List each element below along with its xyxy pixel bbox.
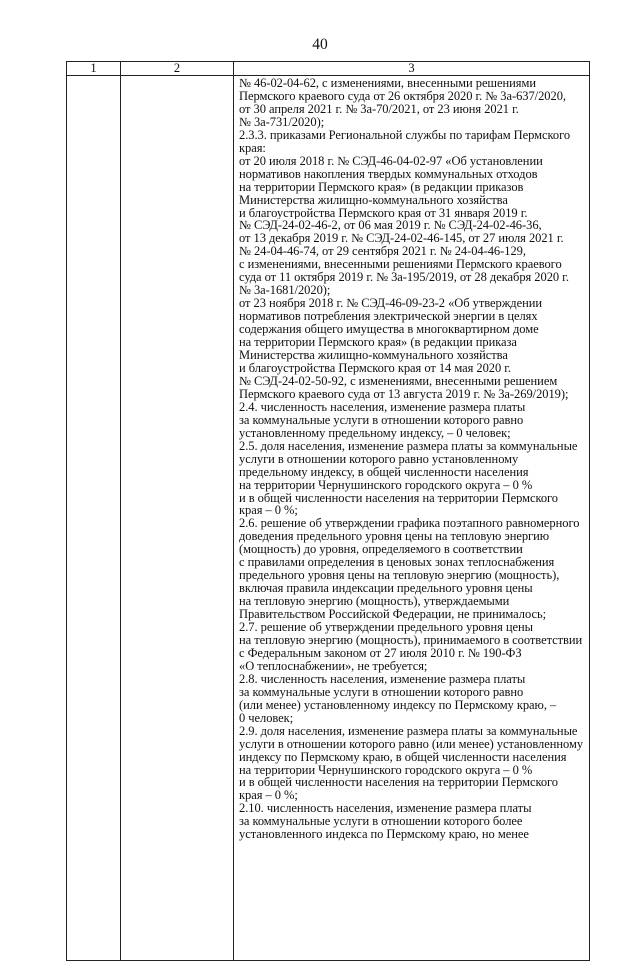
text-line: Министерства жилищно-коммунального хозяйства xyxy=(239,349,508,362)
text-line: «О теплоснабжении», не требуется; xyxy=(239,659,428,673)
text-line: с Федеральным законом от 27 июля 2010 г. № 190-ФЗ xyxy=(239,646,522,660)
text-line: включая правила индексации предельного уровня цены xyxy=(239,582,533,596)
text-line: и в общей численности населения на территории Пермского xyxy=(239,491,559,505)
text-line: 2.4. численность населения, изменение размера платы xyxy=(239,400,526,414)
column-header-1: 1 xyxy=(67,62,121,76)
text-line: № 46-02-04-62, с изменениями, внесенными решениями xyxy=(239,77,536,90)
text-line: Пермского краевого суда от 13 августа 2019 г. № 3а-269/2019); xyxy=(239,387,569,401)
text-line: (или менее) установленному индексу по Пермскому краю, – xyxy=(239,698,557,712)
column-header-3: 3 xyxy=(234,62,590,76)
table-body-row xyxy=(67,76,590,961)
text-line: на территории Пермского края» (в редакции приказа xyxy=(239,336,517,350)
text-line: (мощность) до уровня, определяемого в соответствии xyxy=(239,543,523,557)
text-line: нормативов накопления твердых коммунальных отходов xyxy=(239,167,538,181)
text-line: 2.7. решение об утверждении предельного уровня цены xyxy=(239,621,534,634)
text-line: индексу по Пермскому краю, в общей численности населения xyxy=(239,750,567,764)
text-line: на тепловую энергию (мощность), утверждаемыми xyxy=(239,595,510,609)
text-line: 2.10. численность населения, изменение размера платы xyxy=(239,802,532,816)
text-line: с изменениями, внесенными решениями Пермского краевого xyxy=(239,258,562,272)
text-line: на территории Чернушинского городского округа – 0 % xyxy=(239,763,533,777)
text-line: 0 человек; xyxy=(239,711,294,725)
text-line: № 3а-731/2020); xyxy=(239,115,325,129)
text-line: № СЭД-24-02-46-2, от 06 мая 2019 г. № СЭД-24-02-46-36, xyxy=(239,219,542,233)
text-line: услуги в отношении которого равно (или менее) установленному xyxy=(239,737,584,751)
text-line: предельного уровня цены на тепловую энергию (мощность), xyxy=(239,569,560,583)
document-table xyxy=(66,61,590,961)
text-line: 2.9. доля населения, изменение размера платы за коммунальные xyxy=(239,724,578,738)
text-line: Пермского краевого суда от 26 октября 2020 г. № 3а-637/2020, xyxy=(239,89,566,103)
text-line: от 23 ноября 2018 г. № СЭД-46-09-23-2 «Об утверждении xyxy=(239,297,543,311)
text-line: на территории Пермского края» (в редакции приказов xyxy=(239,180,524,194)
text-line: доведения предельного уровня цены на тепловую энергию xyxy=(239,530,550,544)
text-line: и в общей численности населения на территории Пермского xyxy=(239,776,559,790)
table-header-row xyxy=(67,62,590,76)
text-line: нормативов потребления электрической энергии в целях xyxy=(239,310,538,324)
text-line: содержания общего имущества в многоквартирном доме xyxy=(239,323,539,337)
text-line: суда от 11 октября 2019 г. № 3а-195/2019, от 28 декабря 2020 г. xyxy=(239,271,569,285)
text-line: от 30 апреля 2021 г. № 3а-70/2021, от 23 июня 2021 г. xyxy=(239,102,519,116)
text-line: № СЭД-24-02-50-92, с изменениями, внесенными решением xyxy=(239,374,558,388)
column-2-cell xyxy=(121,76,234,961)
text-line: от 20 июля 2018 г. № СЭД-46-04-02-97 «Об установлении xyxy=(239,154,543,168)
text-line: № 24-04-46-74, от 29 сентября 2021 г. № 24-04-46-129, xyxy=(239,245,526,259)
text-line: 2.6. решение об утверждении графика поэтапного равномерного xyxy=(239,517,580,531)
text-line: Правительством Российской Федерации, не принималось; xyxy=(239,608,547,622)
column-3-text-cell xyxy=(234,76,590,961)
text-line: 2.8. численность населения, изменение размера платы xyxy=(239,672,526,686)
text-line: края: xyxy=(239,141,266,155)
text-line: края – 0 %; xyxy=(239,789,298,803)
text-line: от 13 декабря 2019 г. № СЭД-24-02-46-145, от 27 июля 2021 г. xyxy=(239,232,564,246)
text-line: за коммунальные услуги в отношении которого равно xyxy=(239,413,524,427)
text-line: за коммунальные услуги в отношении которого более xyxy=(239,815,523,829)
text-line: и благоустройства Пермского края от 31 января 2019 г. xyxy=(239,206,528,220)
text-line: установленного индекса по Пермскому краю, но менее xyxy=(239,828,529,842)
text-line: № 3а-1681/2020); xyxy=(239,284,331,298)
page-number: 40 xyxy=(312,36,328,53)
column-1-cell xyxy=(67,76,121,961)
text-line: услуги в отношении которого равно установленному xyxy=(239,452,519,466)
text-line: края – 0 %; xyxy=(239,504,298,518)
text-line: на территории Чернушинского городского округа – 0 % xyxy=(239,478,533,492)
text-line: 2.5. доля населения, изменение размера платы за коммунальные xyxy=(239,439,578,453)
text-line: 2.3.3. приказами Региональной службы по тарифам Пермского xyxy=(239,128,571,142)
text-line: на тепловую энергию (мощность), принимаемого в соответствии xyxy=(239,633,583,647)
column-header-2: 2 xyxy=(121,62,234,76)
text-line: установленному предельному индексу, – 0 человек; xyxy=(239,426,511,440)
text-line: и благоустройства Пермского края от 14 мая 2020 г. xyxy=(239,361,511,375)
text-line: предельному индексу, в общей численности населения xyxy=(239,465,529,479)
text-line: за коммунальные услуги в отношении которого равно xyxy=(239,685,524,699)
text-line: с правилами определения в ценовых зонах теплоснабжения xyxy=(239,556,555,570)
text-line: Министерства жилищно-коммунального хозяйства xyxy=(239,193,508,207)
